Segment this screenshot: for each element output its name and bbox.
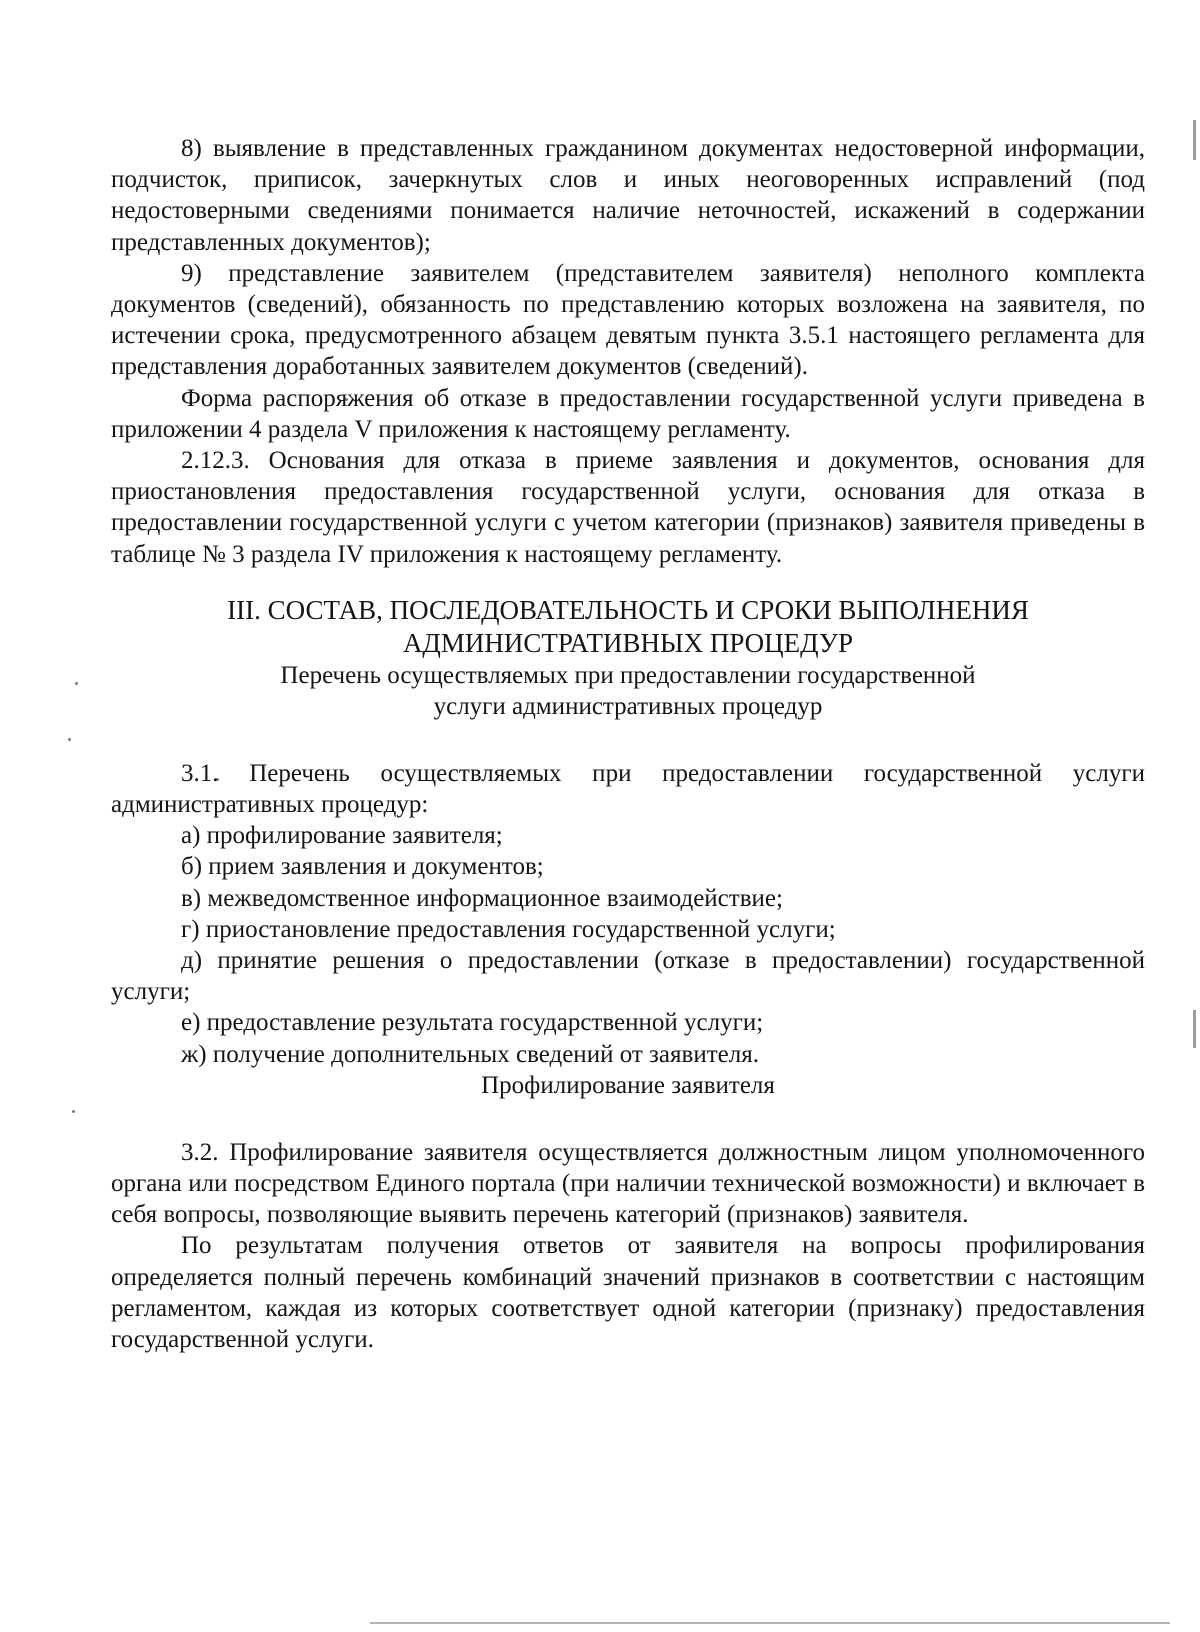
paragraph-item-8: 8) выявление в представленных гражданином документах недостоверной информации, подчисток, приписок, зачеркнутых слов и иных неоговоренных исправлений (под недостоверными сведениями понимается наличие неточностей, искажений в содержании представленных документов); [111,135,1145,256]
section-title-line2: АДМИНИСТРАТИВНЫХ ПРОЦЕДУР [402,627,854,658]
subsection-title-procedures [111,660,1145,722]
list-item-a: а) профилирование заявителя; [181,822,503,850]
paragraph-3-1: 3.1. Перечень осуществляемых при предоставлении государственной услуги административных процедур: [111,759,1145,819]
section-title-line1: III. СОСТАВ, ПОСЛЕДОВАТЕЛЬНОСТЬ И СРОКИ ВЫПОЛНЕНИЯ [227,594,1029,625]
list-item-b: б) прием заявления и документов; [181,853,544,881]
paragraph-refusal-form: Форма распоряжения об отказе в предоставлении государственной услуги приведена в приложении 4 раздела V приложения к настоящему регламенту. [111,384,1145,443]
scan-edge-mark [1193,120,1196,160]
subsection-title-profiling: Профилирование заявителя [481,1071,775,1099]
list-item-g: г) приостановление предоставления государственной услуги; [181,915,836,943]
list-item-v: в) межведомственное информационное взаимодействие; [181,884,783,912]
subsection-title-line1: Перечень осуществляемых при предоставлении государственной [280,661,976,689]
section-title [111,594,1145,660]
list-item-d: д) принятие решения о предоставлении (отказе в предоставлении) государственной услуги; [111,947,1145,1006]
scan-edge-mark [1193,1010,1196,1048]
scan-speck [68,738,71,741]
scan-speck [75,682,78,685]
document-body [111,133,1145,1355]
subsection-title-line2: услуги административных процедур [433,692,823,720]
list-item-e: е) предоставление результата государственной услуги; [181,1009,764,1037]
paragraph-item-9: 9) представление заявителем (представителем заявителя) неполного комплекта документов (сведений), обязанность по представлению которых возложена на заявителя, по истечении срока, предусмотренного абзацем девятым пункта 3.5.1 настоящего регламента для представления доработанных заявителем документов (сведений). [111,259,1145,381]
paragraph-3-2: 3.2. Профилирование заявителя осуществляется должностным лицом уполномоченного органа или посредством Единого портала (при наличии технической возможности) и включает в себя вопросы, позволяющие выявить перечень категорий (признаков) заявителя. [111,1138,1145,1229]
scan-bottom-line [370,1622,1170,1624]
scan-speck [72,1110,75,1113]
paragraph-2-12-3: 2.12.3. Основания для отказа в приеме заявления и документов, основания для приостановления предоставления государственной услуги, основания для отказа в предоставлении государственной услуги с учетом категории (признаков) заявителя приведены в таблице № 3 раздела IV приложения к настоящему регламенту. [111,447,1145,568]
list-item-zh: ж) получение дополнительных сведений от заявителя. [181,1040,759,1068]
paragraph-profiling-results: По результатам получения ответов от заявителя на вопросы профилирования определяется полный перечень комбинаций значений признаков в соответствии с настоящим регламентом, каждая из которых соответствует одной категории (признаку) предоставления государственной услуги. [111,1232,1145,1354]
